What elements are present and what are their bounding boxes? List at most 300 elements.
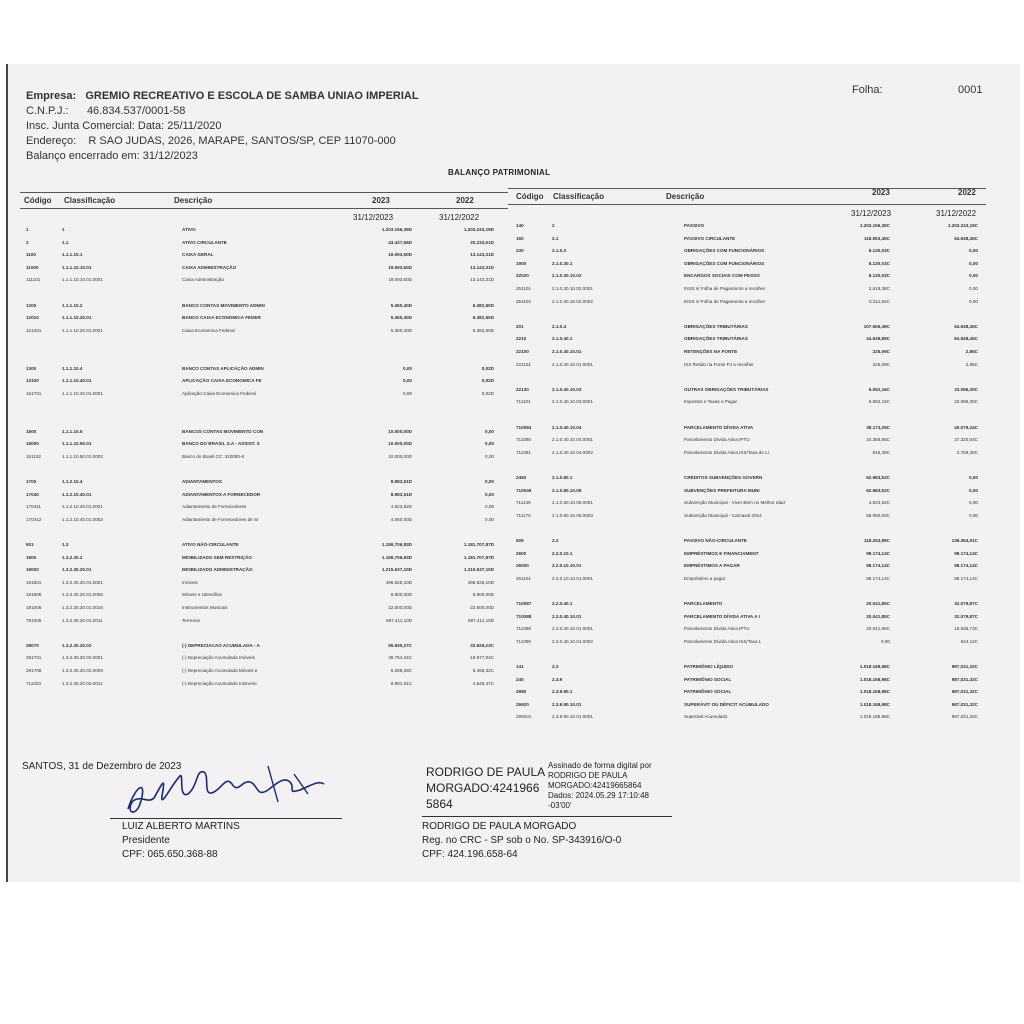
row-value-2023: 1.018.168,98C [859,701,890,707]
row-value-2023: 8.983,51D [390,479,412,484]
table-row [508,573,984,584]
date-2023-right: 31/12/2023 [851,209,892,218]
row-description: PATRIMÔNIO SOCIAL [684,689,732,695]
row-code: 140 [516,223,524,228]
row-code: 251102 [516,298,531,304]
row-value-2023: 38.173,25C [866,424,890,430]
row-description: ADIANTAMENTOS A FORNECEDOR [182,491,261,497]
row-code: 19000 [26,567,39,573]
row-classification: 1.3.2.30.2 [62,554,83,560]
row-value-2023: 9.891,91C [390,680,412,686]
table-row [508,560,984,571]
row-code: 710049 [516,487,532,493]
header-rule-left-bottom [20,208,508,209]
row-value-2023: 1.159,706,83D [381,554,412,560]
signer1-name: LUIZ ALBERTO MARTINS [122,821,240,832]
row-code: 26000 [516,563,529,569]
row-value-2023: 816,39C [872,449,890,455]
row-description: IMOBILIZADO SEM RESTRIÇÃO [182,554,252,560]
col-descricao-right: Descrição [666,192,705,201]
row-value-2023: 118.253,99C [863,538,890,543]
row-classification: 1.1.1.10.4 [62,365,83,371]
row-value-2023: 107.655,49C [863,323,890,329]
row-value-2023: 8.983,51D [390,491,412,497]
row-value-2023: 6.052,16C [868,386,890,392]
row-value-2022: 98.174,14C [954,563,978,569]
row-classification: 1.1.1.10.2 [62,302,83,308]
table-row [508,384,984,395]
row-classification: 2.2.0.40.1 [552,601,573,606]
table-row [22,274,508,285]
row-code: 29920 [516,701,529,707]
row-description: ISS Retido na Fonte PJ a recolher [684,361,754,367]
table-row [22,501,508,512]
row-value-2023: 98.174,14C [866,563,890,569]
row-description: Instrumentos Musicais [182,605,228,610]
row-value-2023: 62.983,52C [866,475,890,480]
row-classification: 1.1.2.10.4 [62,479,83,484]
table-row [508,396,984,407]
row-description: Empréstimo a pagar [684,575,726,581]
row-classification: 1.1.1.10.50.01 [62,441,92,447]
digital-signer-line3: 5864 [426,797,453,811]
row-classification: 1.3.2.30.20.01.0016 [62,605,103,610]
table-row [508,623,984,634]
row-description: PASSIVO NÃO-CIRCULANTE [684,538,747,543]
row-description: CAIXA GERAL [182,252,214,258]
digital-cert-line4: Dados: 2024.05.29 17:10:48 [548,791,649,800]
table-row [22,300,508,311]
table-row [22,577,508,588]
place-date: SANTOS, 31 de Dezembro de 2023 [22,761,182,772]
row-value-2023: 10.000,00D [388,441,412,447]
row-value-2023: 20.041,85C [866,626,890,632]
table-row [508,522,984,533]
row-value-2022: 33.929,23C [470,642,494,648]
handwritten-signature [118,754,338,824]
table-row [508,674,984,685]
row-description: Adiantamento de Fornecedores [182,504,247,510]
row-value-2023: 10.000,00D [388,453,412,459]
table-row [508,447,984,458]
row-value-2023: 1.018.168,98C [859,714,890,720]
row-value-2022: 1.203.233,19D [463,227,494,232]
row-value-2022: 0,00 [969,298,978,304]
row-value-2022: 0,00 [485,516,494,522]
row-code: 191801 [26,579,42,585]
row-value-2023: 5.360,40D [390,327,412,333]
row-value-2022: 0,00 [485,504,494,510]
row-description: ATIVO [182,227,196,232]
row-classification: 2.1.0.40.10.01.0001 [552,361,593,367]
row-classification: 2.2.0.40.10.01.0001 [552,626,593,632]
row-value-2022: 0,00 [969,512,978,518]
row-description: PASSIVO [684,223,705,228]
row-value-2022: 6.382,50D [472,302,494,308]
row-code: 261101 [516,575,531,581]
balance-date-line: Balanço encerrado em: 31/12/2023 [26,150,198,162]
row-value-2022: 0,02D [481,390,494,396]
row-value-2023: 1.159,706,83D [381,542,412,547]
row-value-2023: 43.437,56D [388,239,412,245]
row-classification: 2.1.0.30.10.02.0002 [552,298,593,304]
row-description: (-) Depreciação Acumulada Instrume [182,680,257,686]
row-description: IMOBILIZADO ADMINISTRAÇÃO [182,567,253,573]
row-value-2022: 0,00 [969,248,978,254]
table-row [22,312,508,323]
signature-line-1 [110,818,342,819]
row-code: 291701 [26,655,42,661]
address-line [26,135,396,147]
row-value-2022: 64.948,45C [954,323,978,329]
row-code: 251101 [516,286,531,291]
row-classification: 1.1.1.10.20.01 [62,315,92,321]
row-classification: 1.3.2.30.20.02.0009 [62,668,103,673]
row-classification: 2.1.0.3 [552,248,567,254]
endereco-label: Endereço: [26,135,77,147]
row-code: 240 [516,676,524,682]
row-value-2022: 136.354,01C [951,538,978,543]
table-row [22,262,508,273]
row-value-2023: 225,09C [872,361,890,367]
row-value-2022: 687.411,10D [468,617,494,623]
row-code: 1300 [26,365,37,371]
row-description: Caixa Economica Federal [182,327,235,333]
table-row [508,422,984,433]
signature-line-2 [422,816,672,817]
row-classification: 1 [62,227,65,232]
row-description: Terrenos [182,617,200,623]
row-code: 710084 [516,424,532,430]
row-classification: 2.1.0.40.10.01 [552,349,582,354]
row-classification: 1.3.2.30.20.02.0011 [62,680,103,686]
row-classification: 2 [552,223,555,228]
row-value-2022: 5.466,32C [472,668,494,673]
table-row [22,489,508,500]
row-value-2023: 8.130,03C [868,273,890,279]
table-row [22,602,508,613]
row-value-2022: 0,00 [969,286,978,291]
row-value-2022: 0,00 [969,260,978,266]
col-codigo-left: Código [24,196,52,205]
row-value-2022: 1.181.707,87D [463,542,494,547]
table-row [508,258,984,269]
row-classification: 2.2.0.10.10.01 [552,563,582,569]
row-value-2022: 1.181.707,87D [463,554,494,560]
row-description: Impostos e Taxas a Pagar [684,399,738,405]
row-value-2023: 496.825,10D [385,579,412,585]
table-row [22,552,508,563]
row-classification: 2.1.0.30.1 [552,260,573,266]
table-row [22,589,508,600]
row-value-2023: 34.356,86C [866,437,890,443]
row-description: BANCOS CONTAS MOVIMENTO CON [182,428,264,434]
row-value-2022: 33.096,30C [954,386,978,392]
row-value-2023: 4.923,52C [868,500,890,506]
table-row [508,699,984,710]
row-value-2022: 37.320,04C [954,437,978,443]
table-row [22,451,508,462]
row-value-2022: 0,00 [485,491,494,497]
row-description: SUBVENÇÕES PREFEITURA MUNI [684,487,760,493]
row-value-2022: 0,02D [481,378,494,384]
folha-label: Folha: [852,84,883,96]
table-row [508,485,984,496]
row-code: 711149 [516,500,531,506]
row-value-2022: 0,02D [481,365,494,371]
row-description: APLICAÇÃO CAIXA ECONOMICA FE [182,378,262,384]
col-2023-right: 2023 [872,188,890,197]
junta-line: Insc. Junta Comercial: Data: 25/11/2020 [26,120,222,132]
row-value-2022: 32.079,87C [954,601,978,606]
row-classification: 1.1.1.10.10.01 [62,264,92,270]
table-row [508,321,984,332]
row-description: CAIXA ADMINISTRAÇÃO [182,264,237,270]
row-value-2023: 55.930,27C [388,642,412,648]
row-code: 1700 [26,479,37,484]
row-value-2023: 8.130,03C [868,248,890,254]
row-description: OBRIGAÇÕES COM FUNCIONÁRIOS [684,248,765,254]
row-value-2023: 6.052,16C [868,399,890,405]
table-row [22,526,508,537]
row-description: (-) Depreciação Acumulada Imóveis [182,655,255,661]
row-description: Parcelamento Dívida Ativa IPTU [684,437,750,443]
row-value-2023: 8.130,03C [868,260,890,266]
row-value-2022: 2,85C [965,349,978,354]
date-2022-right: 31/12/2022 [936,209,977,218]
digital-cert-line3: MORGADO:42419665864 [548,781,642,790]
row-value-2022: 987,031,32C [951,701,978,707]
table-row [22,224,508,235]
row-value-2022: 987,031,32C [951,689,978,695]
row-classification: 2.2.0.40.10.01.0002 [552,638,593,644]
row-value-2022: 0,00 [485,428,494,434]
row-value-2023: 20.041,85C [866,613,890,619]
row-code: 505 [516,538,524,543]
cnpj-line [26,105,185,117]
row-code: 711023 [26,680,41,686]
row-description: BANCO DO BRASIL S.A - ASSIST. S [182,441,260,447]
table-row [22,400,508,411]
row-value-2022: 98.174,14C [954,550,978,556]
date-2022-left: 31/12/2022 [439,213,480,222]
row-value-2023: 8.800,00D [390,592,412,598]
row-classification: 2.2.0.10.1 [552,550,573,556]
document-page [6,64,1020,882]
date-2023-left: 31/12/2023 [353,213,394,222]
signer1-role: Presidente [122,835,170,846]
row-value-2022: 1.215.637,10D [463,567,494,573]
table-row [508,233,984,244]
row-description: Parcelamento Dívida Ativa ISS/Taxa L [684,638,762,644]
row-classification: 2.2.0.10.10.01.0001 [552,575,593,581]
row-classification: 2.1.0.40.10.04.0001 [552,437,593,443]
digital-cert-line2: RODRIGO DE PAULA [548,771,628,780]
table-row [22,337,508,348]
row-classification: 1.3.2.30.20.01 [62,567,92,573]
row-code: 711090 [516,638,531,644]
empresa-label: Empresa: [26,90,77,102]
row-value-2022: 0,00 [969,500,978,506]
row-value-2022: 13.143,31D [470,277,494,283]
table-row [508,711,984,722]
signer1-cpf: CPF: 065.650.368-88 [122,849,218,860]
signer2-cpf: CPF: 424.196.658-64 [422,849,518,860]
row-value-2022: 64.948,45C [954,235,978,241]
row-value-2023: 22.500,00D [388,605,412,610]
row-value-2023: 0,00 [881,638,890,644]
row-value-2023: 225,09C [872,349,890,354]
table-row [22,564,508,575]
row-code: 11000 [26,264,39,270]
row-value-2022: 4.645,47C [472,680,494,686]
row-code: 29070 [26,642,39,648]
table-row [508,283,984,294]
row-value-2022: 987,031,32C [951,664,978,669]
table-row [508,636,984,647]
table-row [508,548,984,559]
row-value-2022: 19.877,94C [470,655,494,661]
row-description: Aplicação Caixa Economica Federal [182,390,256,396]
row-classification: 2.1.0.40.10.03 [552,386,582,392]
row-code: 161701 [26,390,42,396]
row-description: EMPRÉSTIMOS E FINANCIAMENT [684,550,759,556]
row-description: OBRIGAÇÕES COM FUNCIONÁRIOS [684,260,765,266]
table-row [508,434,984,445]
row-value-2022: 0,00 [485,441,494,447]
row-classification: 2.1.0.80.10.06 [552,487,582,493]
row-classification: 2.1.0.40.1 [552,336,573,342]
row-classification: 1.1.1.10.10.01.0001 [62,277,103,283]
digital-signer-line1: RODRIGO DE PAULA [426,765,546,779]
row-value-2022: 2.759,30C [956,449,978,455]
row-description: OBRIGAÇÕES TRIBUTÁRIAS [684,323,748,329]
row-description: OUTRAS OBRIGAÇÕES TRIBUTÁRIAS [684,386,769,392]
row-description: (-) DEPRECIACAO ACUMULADA - A [182,642,260,648]
row-value-2022: 22.500,00D [470,605,494,610]
row-classification: 2.1.0.40.10.04.0002 [552,449,593,455]
row-value-2023: 1.018.168,98C [859,664,890,669]
row-code: 221101 [516,361,531,367]
row-code: 12010 [26,315,39,321]
document-title: BALANÇO PATRIMONIAL [448,168,551,177]
table-row [22,438,508,449]
row-code: 711101 [516,399,531,405]
row-code: 15000 [26,441,39,447]
row-description: Adiantamento de Fornecedores de Sr [182,516,259,522]
row-code: 170412 [26,516,42,522]
table-row [22,388,508,399]
row-value-2023: 5.360,40D [390,315,412,321]
col-classificacao-left: Classificação [64,196,116,205]
row-code: 791005 [26,617,42,623]
row-classification: 2.1.0.40.10.04 [552,424,582,430]
row-classification: 2.3 [552,664,559,669]
row-code: 1500 [26,428,37,434]
row-value-2022: 2,85C [965,361,978,367]
row-value-2023: 98.174,14C [866,550,890,556]
row-classification: 2.1.0.4 [552,323,567,329]
row-value-2023: 62.983,52C [866,487,890,493]
table-row [508,333,984,344]
cnpj-value: 46.834.537/0001-58 [86,105,186,117]
row-code: 1900 [26,554,37,560]
digital-cert-line5: -03'00' [548,801,572,810]
table-row [508,346,984,357]
row-value-2023: 39.754,34C [388,655,412,661]
row-description: PARCELAMENTO DÍVIDA ATIVA [684,424,754,430]
row-value-2022: 0,00 [485,479,494,484]
row-classification: 1.1.1.10.20.01.0001 [62,327,103,333]
row-code: 2210 [516,336,527,342]
row-value-2022: 8.800,00D [472,592,494,598]
row-value-2023: 5.360,40D [390,302,412,308]
table-row [22,375,508,386]
row-value-2022: 6.382,50D [472,315,494,321]
table-row [508,510,984,521]
row-description: PARCELAMENTO DÍVIDA ATIVA A I [684,613,760,619]
row-value-2022: 33.096,30C [954,399,978,405]
row-classification: 2.3.9.90.1 [552,689,573,695]
row-description: Caixa Administração [182,277,224,283]
row-value-2022: 40.079,34C [954,424,978,430]
row-value-2022: 6.382,50D [472,327,494,333]
row-classification: 2.1.0.30.10.02 [552,273,582,279]
row-description: PATRIMÔNIO LÍQUIDO [684,664,734,669]
row-value-2023: 19.093,50D [388,264,412,270]
row-description: ATIVO NÃO-CIRCULANTE [182,542,239,547]
row-description: BANCO CONTAS APLICAÇÃO ADMIN [182,365,264,371]
table-row [22,237,508,248]
table-row [22,287,508,298]
company-name: GREMIO RECREATIVO E ESCOLA DE SAMBA UNIAO IMPERIAL [85,90,419,102]
row-value-2023: 1.018.168,98C [859,689,890,695]
row-description: INSS s/ Folha de Pagamento a recolher [684,286,766,291]
row-code: 191006 [26,605,42,610]
table-row [508,661,984,672]
row-code: 1100 [26,252,36,258]
col-2023-left: 2023 [372,196,390,205]
row-classification: 2.1.0.80.10.06.0001 [552,500,593,506]
table-row [22,640,508,651]
row-classification: 2.3.9.90.10.01 [552,701,582,707]
row-classification: 1.1.2.10.40.01 [62,491,92,497]
row-code: 501 [26,542,34,547]
signer2-name: RODRIGO DE PAULA MORGADO [422,821,577,832]
digital-cert-line1: Assinado de forma digital por [548,761,652,770]
table-row [508,585,984,596]
col-classificacao-right: Classificação [553,192,605,201]
row-description: ENCARGOS SOCIAIS COM PESSO [684,273,760,279]
row-description: Superávit Acumulado [684,714,728,720]
row-classification: 1.1 [62,239,69,245]
table-row [508,611,984,622]
row-code: 22020 [516,273,529,279]
row-classification: 1.3.2.30.20.01.0001 [62,579,103,585]
row-classification: 1.3.2.30.20.01.0006 [62,592,103,598]
table-row [22,249,508,260]
row-code: 170411 [26,504,41,510]
row-value-2022: 987,031,32C [951,714,978,720]
row-value-2023: 1.203.156,39D [381,227,412,232]
table-row [22,426,508,437]
row-value-2022: 496.825,10D [467,579,494,585]
row-value-2022: 32.079,87C [954,613,978,619]
row-value-2023: 0,00 [403,378,412,384]
row-description: BANCO CONTAS MOVIMENTO ADMIN [182,302,265,308]
row-classification: 1.1.1.10.50.01.0002 [62,453,103,459]
digital-signer-line2: MORGADO:4241966 [426,781,540,795]
